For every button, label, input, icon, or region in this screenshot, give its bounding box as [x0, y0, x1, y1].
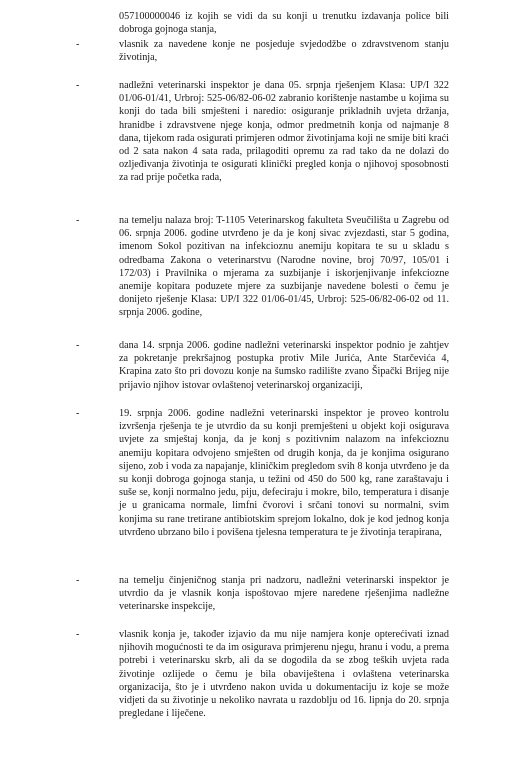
bullet-dash-3: - — [76, 215, 80, 226]
bullet-dash-5: - — [76, 408, 80, 419]
list-item-3: na temelju nalaza broj: T-1105 Veterinarskog fakulteta Sveučilišta u Zagrebu od 06. srpnja 2006. godine utvrđeno je da je konj sivac zvjezdasti, star 5 godina, imenom Sokol pozitivan na infekcioznu anemiju kopitara te su u skladu s odredbama Zakona o veterinarstvu (Narodne novine, broj 70/97, 105/01 i 172/03) i Pravilnika o mjerama za suzbijanje i iskorjenjivanje infekciozne anemije kopitara poduzete mjere za suzbijanje navedene bolesti o čemu je donijeto rješenje Klasa: UP/I 322 01/06-01/45, Urbroj: 525-06/82-06-02 od 11. srpnja 2006. godine, — [119, 215, 449, 319]
list-item-5: 19. srpnja 2006. godine nadležni veterinarski inspektor je proveo kontrolu izvršenja rješenja te je utvrdio da su konji premješteni u objekt koji osigurava uvjete za smještaj konja, da je konj s pozitivnim nalazom na infekcioznu anemiju kopitara odvojeno smješten od drugih konja, da je konjima osigurano sijeno, zob i voda za napajanje, kliničkim pregledom svih 8 konja utvrđeno je da su konji dobroga gojnoga stanja, u težini od 450 do 500 kg, rane zaraštavaju i suše se, konji normalno jedu, piju, defeciraju i mokre, bilo, temperatura i disanje je u granicama normale, limfni čvorovi i srčani tonovi su normalni, svim konjima su rane tretirane antibiotskim sprejom lokalno, dok je kod jednog konja utvrđeno ubrzano bilo i povišena tjelesna temperatura te je životinja terapirana, — [119, 408, 449, 538]
list-item-6: na temelju činjeničnog stanja pri nadzoru, nadležni veterinarski inspektor je utvrdio da je vlasnik konja ispoštovao mjere naredene rješenjima nadležne veterinarske inspekcije, — [119, 575, 449, 613]
list-item-1: vlasnik za navedene konje ne posjeduje svjedodžbe o zdravstvenom stanju životinja, — [119, 39, 449, 64]
bullet-dash-7: - — [76, 629, 80, 640]
bullet-dash-1: - — [76, 39, 80, 50]
list-item-7: vlasnik konja je, također izjavio da mu nije namjera konje opterećivati iznad njihovih mogućnosti te da im osigurava primjerenu njegu, hranu i vodu, a prema potrebi i veterinarsku skrb, ali da se dogodila da se zbog teških uvjeta rada životinje ozlijede o čemu je bila obaviještena i ovlaštena veterinarska organizacija, što je i utvrđeno nakon uvida u dokumentaciju iz koje se može vidjeti da su životinje u nekoliko navrata u razdoblju od 16. lipnja do 20. srpnja pregledane i liječene. — [119, 629, 449, 720]
list-item-2: nadležni veterinarski inspektor je dana 05. srpnja rješenjem Klasa: UP/I 322 01/06-01/41, Urbroj: 525-06/82-06-02 zabranio korištenje nastambe u kojima su konji do tada bili smješteni i naredio: osiguranje prikladnih uvjeta držanja, hranidbe i zdravstvene njege konja, odmor predmetnih konja od najmanje 8 dana, tijekom rada osigurati primjeren odmor životinjama koji ne smije biti kraći od 2 sata nakon 4 sata rada, prilagoditi opremu za rad tako da ne dolazi do ozljeđivanja životinja te osigurati klinički pregled konja o njihovoj sposobnosti za rad prije početka rada, — [119, 80, 449, 184]
list-item-4: dana 14. srpnja 2006. godine nadležni veterinarski inspektor podnio je zahtjev za pokretanje prekršajnog postupka protiv Mile Jurića, Ante Starčevića 4, Krapina zato što pri dovozu konje na šumsko radilište zvano Šipački Brijeg nije prijavio njihov istovar ovlaštenoj veterinarskoj organizaciji, — [119, 340, 449, 391]
bullet-dash-6: - — [76, 575, 80, 586]
intro-paragraph: 057100000046 iz kojih se vidi da su konji u trenutku izdavanja police bili dobroga gojnoga stanja, — [119, 11, 449, 36]
bullet-dash-2: - — [76, 80, 80, 91]
bullet-dash-4: - — [76, 340, 80, 351]
